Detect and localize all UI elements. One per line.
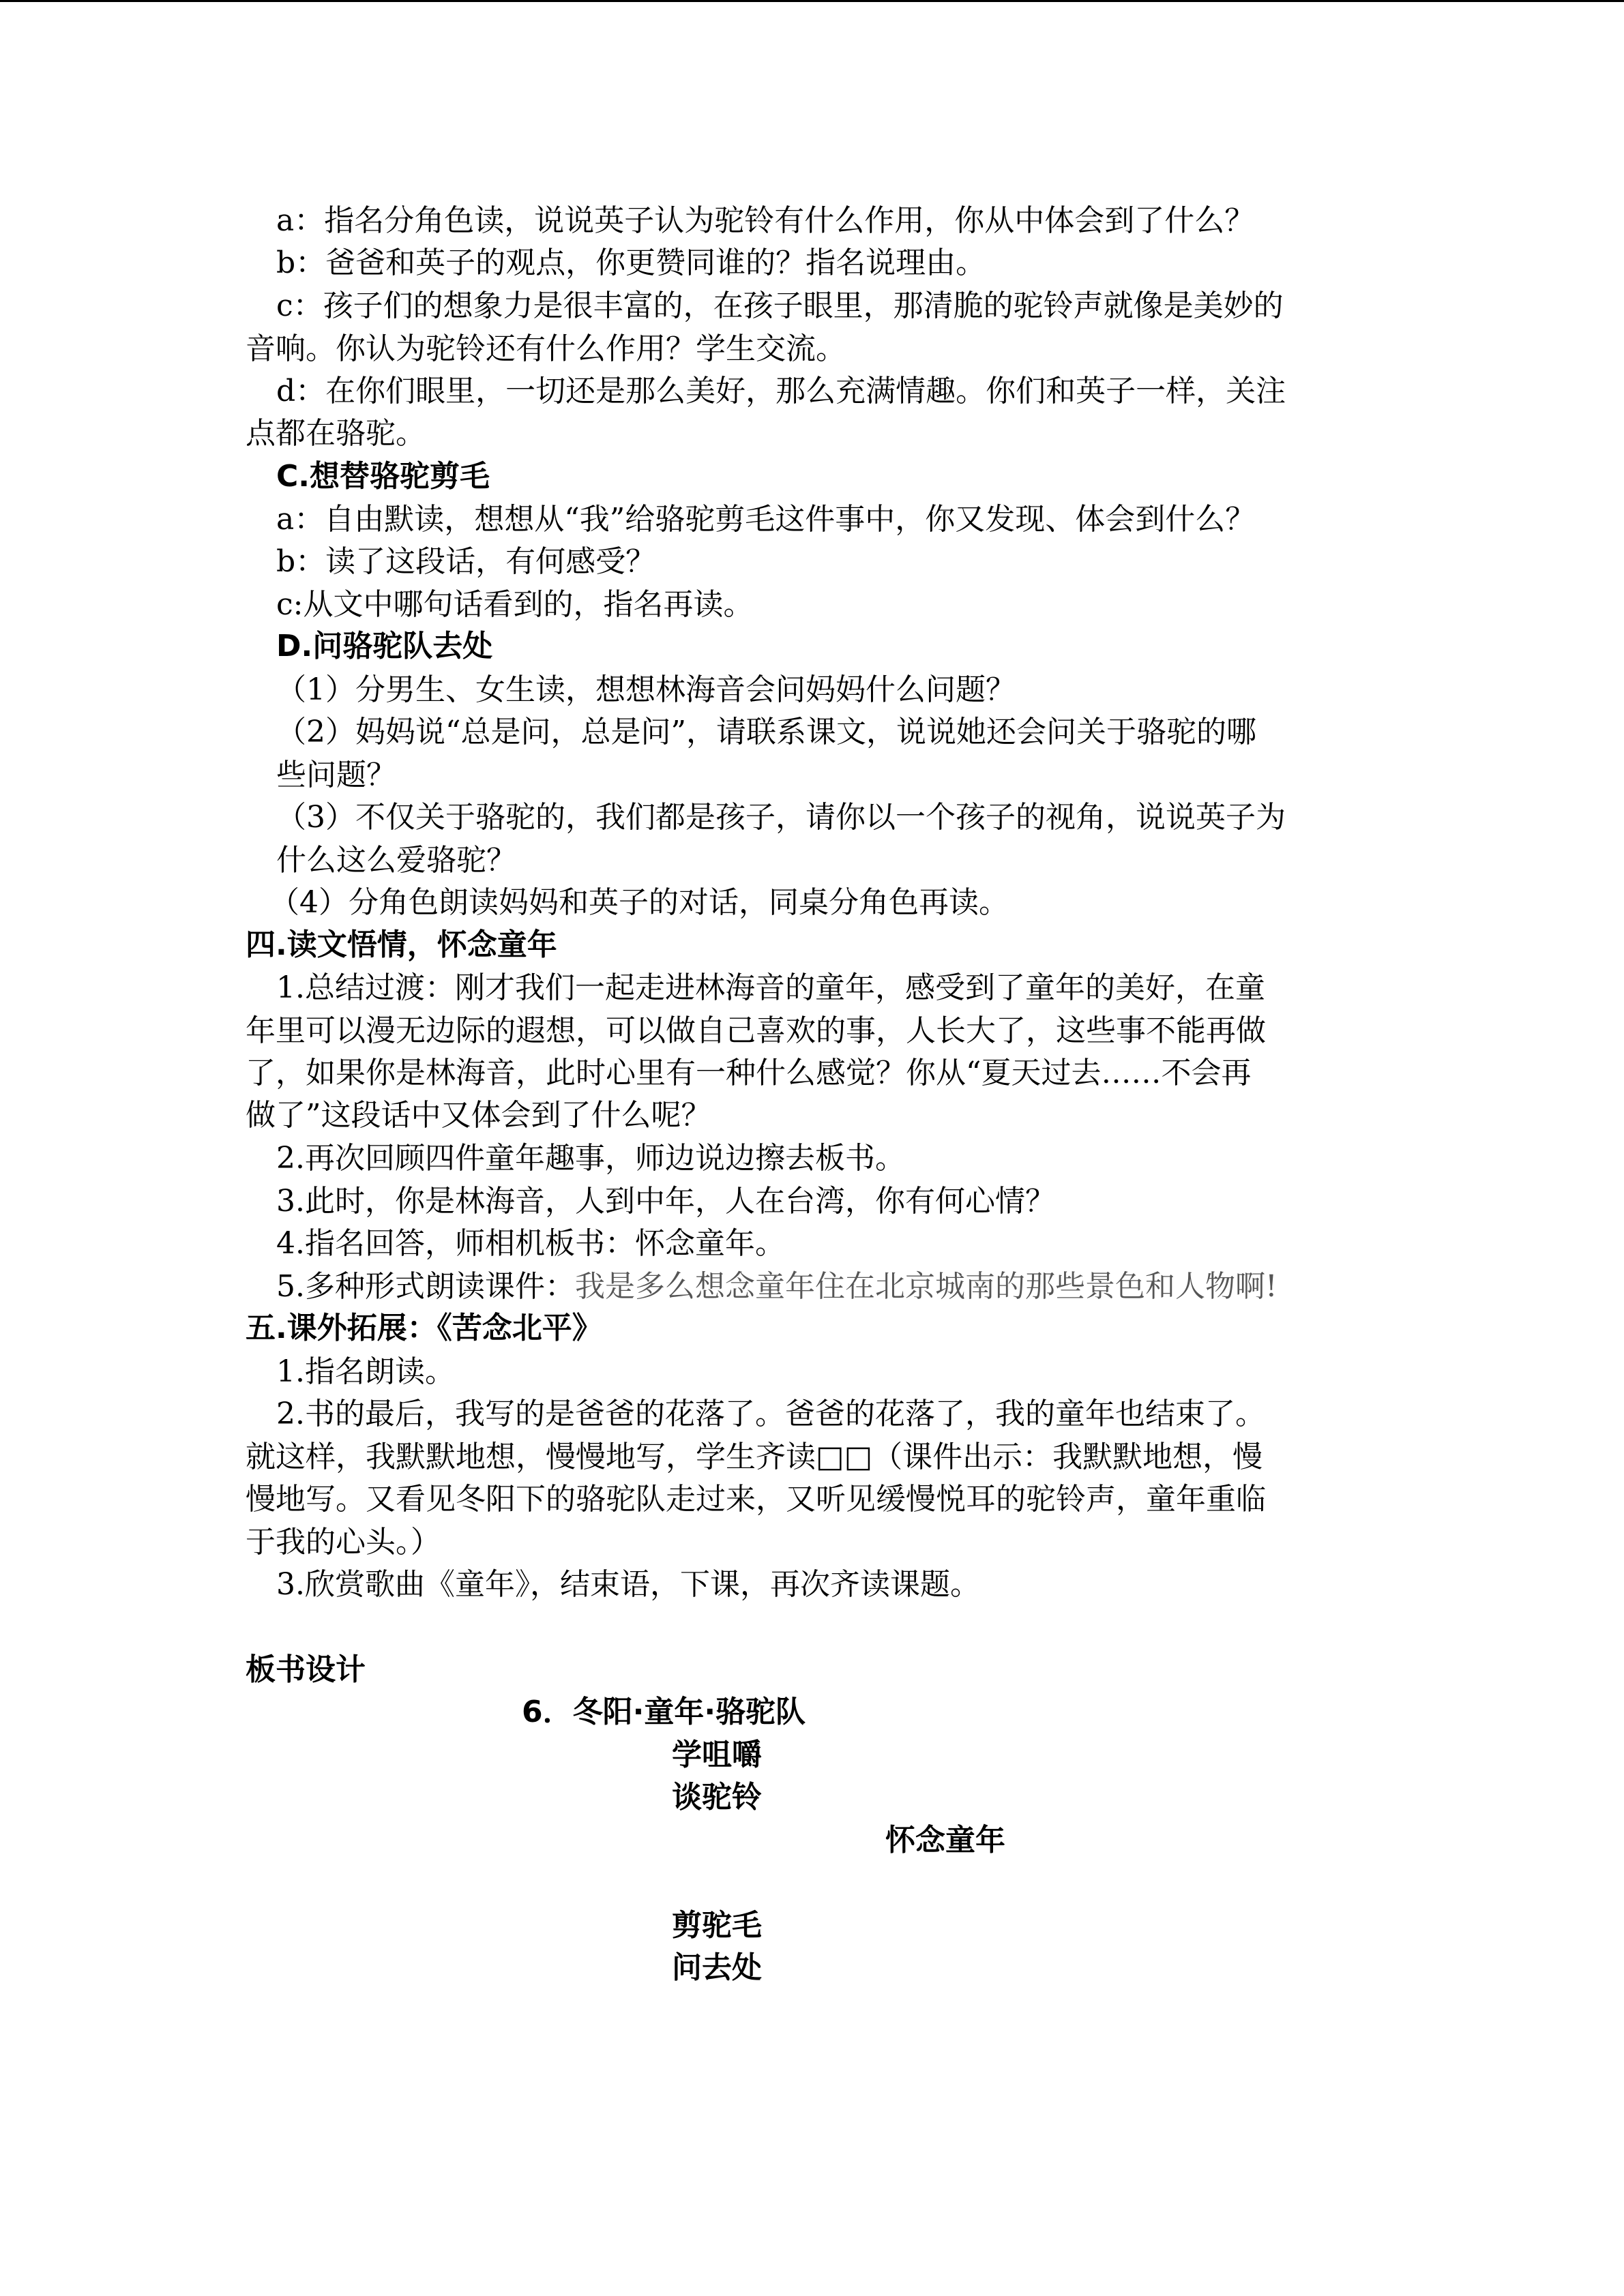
text-line: 了，如果你是林海音，此时心里有一种什么感觉？你从“夏天过去……不会再: [246, 1056, 1252, 1090]
text-line: 慢地写。又看见冬阳下的骆驼队走过来，又听见缓慢悦耳的驼铃声，童年重临: [246, 1482, 1266, 1517]
text-line: （3）不仅关于骆驼的，我们都是孩子，请你以一个孩子的视角，说说英子为: [276, 800, 1286, 835]
text-line: 年里可以漫无边际的遐想，可以做自己喜欢的事，人长大了，这些事不能再做: [246, 1013, 1266, 1048]
subsection-heading: C.想替骆驼剪毛: [276, 459, 490, 494]
text-line: 做了”这段话中又体会到了什么呢？: [246, 1098, 711, 1133]
text-line: d：在你们眼里，一切还是那么美好，那么充满情趣。你们和英子一样，关注: [276, 374, 1286, 408]
board-item: 剪驼毛: [672, 1908, 762, 1943]
text-line: a：指名分角色读，说说英子认为驼铃有什么作用，你从中体会到了什么？: [276, 203, 1255, 238]
section-heading: 四.读文悟情，怀念童年: [246, 927, 557, 962]
text-line: 2.再次回顾四件童年趣事，师边说边擦去板书。: [276, 1141, 905, 1176]
text-line: 3.欣赏歌曲《童年》，结束语，下课，再次齐读课题。: [276, 1567, 980, 1602]
text-line: [276, 1266, 1278, 1308]
board-item: 谈驼铃: [672, 1780, 762, 1815]
text-line: （1）分男生、女生读，想想林海音会问妈妈什么问题？: [276, 672, 1016, 707]
text-line: b：爸爸和英子的观点，你更赞同谁的？指名说理由。: [276, 245, 986, 280]
text-line: （4）分角色朗读妈妈和英子的对话，同桌分角色再读。: [269, 885, 1009, 920]
text-line: 1.指名朗读。: [276, 1354, 455, 1389]
board-item: 学咀嚼: [672, 1738, 762, 1772]
text-line: 1.总结过渡：刚才我们一起走进林海音的童年，感受到了童年的美好，在童: [276, 970, 1265, 1005]
text-line: 什么这么爱骆驼？: [276, 843, 516, 878]
text-line: 于我的心头。）: [246, 1525, 441, 1560]
text-lead: 5.多种形式朗读课件：: [276, 1269, 575, 1304]
text-line: 些问题？: [276, 758, 396, 792]
board-center-label: 怀念童年: [885, 1823, 1005, 1858]
text-line: 2.书的最后，我写的是爸爸的花落了。爸爸的花落了，我的童年也结束了。: [276, 1397, 1265, 1431]
text-line: a：自由默读，想想从“我”给骆驼剪毛这件事中，你又发现、体会到什么？: [276, 502, 1256, 537]
text-line: 点都在骆驼。: [246, 416, 426, 451]
text-line: c:从文中哪句话看到的，指名再读。: [276, 587, 754, 622]
text-line: 音响。你认为驼铃还有什么作用？学生交流。: [246, 331, 846, 366]
text-line: 4.指名回答，师相机板书：怀念童年。: [276, 1226, 785, 1261]
text-line: 3.此时，你是林海音，人到中年，人在台湾，你有何心情？: [276, 1184, 1055, 1219]
courseware-quote: 我是多么想念童年住在北京城南的那些景色和人物啊!: [574, 1269, 1278, 1304]
text-line: c：孩子们的想象力是很丰富的，在孩子眼里，那清脆的驼铃声就像是美妙的: [276, 288, 1284, 323]
board-title: 6．冬阳·童年·骆驼队: [522, 1695, 806, 1729]
text-line: b：读了这段话，有何感受？: [276, 544, 656, 579]
text-line: 就这样，我默默地想，慢慢地写，学生齐读□□（课件出示：我默默地想，慢: [246, 1440, 1263, 1474]
section-heading: 五.课外拓展：《苦念北平》: [246, 1311, 602, 1345]
board-item: 问去处: [672, 1950, 762, 1985]
subsection-heading: D.问骆驼队去处: [276, 629, 493, 664]
text-line: （2）妈妈说“总是问，总是问”，请联系课文，说说她还会问关于骆驼的哪: [276, 715, 1256, 749]
board-design-heading: 板书设计: [246, 1652, 366, 1687]
